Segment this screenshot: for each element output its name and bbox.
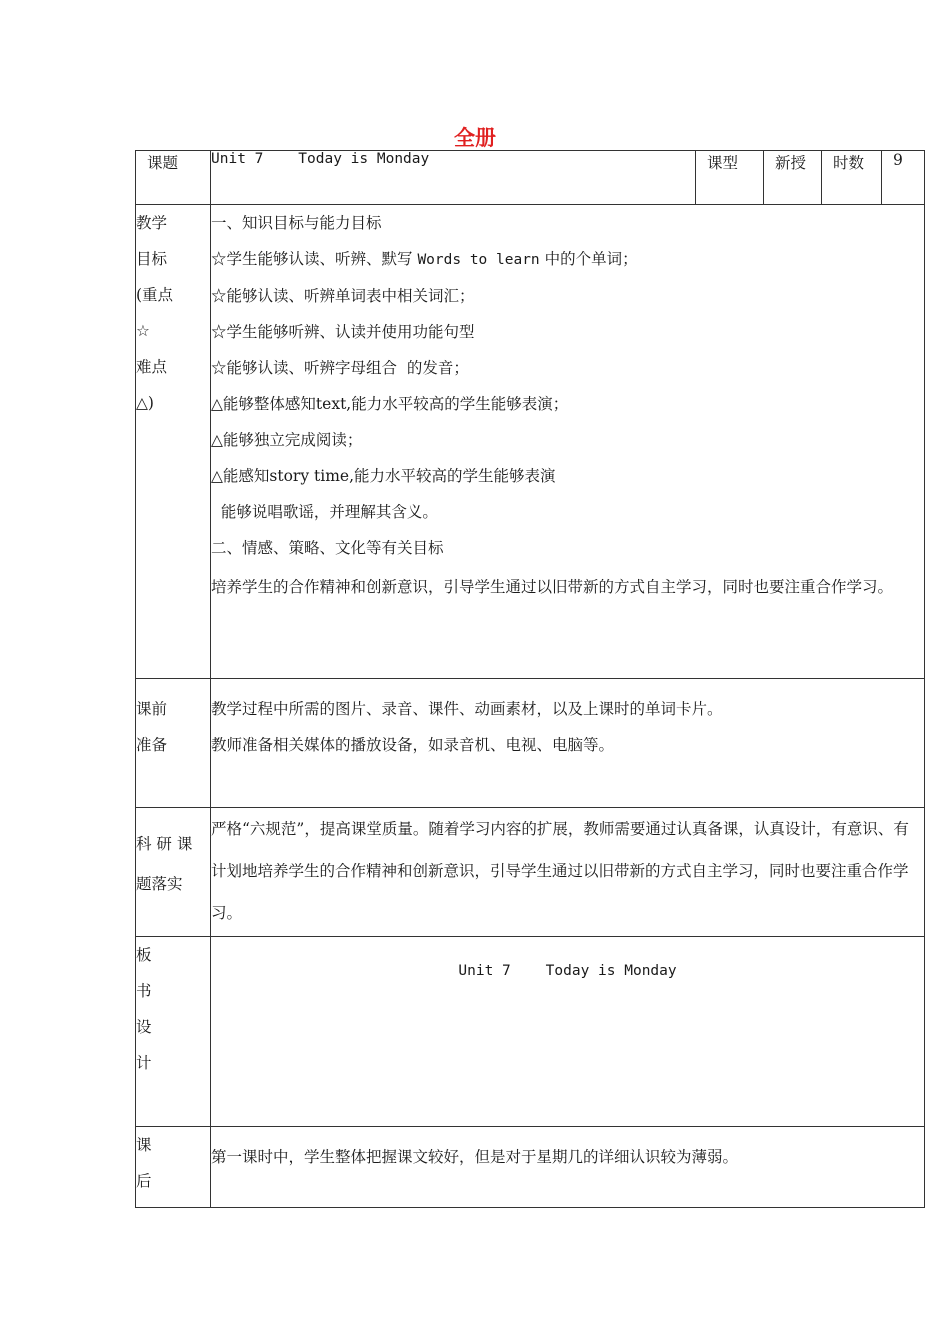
after-label: 课 后 [136,1127,211,1208]
goals-row [136,205,925,679]
goal-line: ☆学生能够听辨、认读并使用功能句型 [211,323,475,341]
board-content [211,937,925,1127]
after-text: 第一课时中，学生整体把握课文较好，但是对于星期几的详细认识较为薄弱。 [211,1148,739,1166]
prep-line: 教学过程中所需的图片、录音、课件、动画素材，以及上课时的单词卡片。 [211,700,723,718]
board-label: 板 书 设 计 [136,937,211,1127]
prep-row [136,679,925,808]
research-label: 科 研 课 题落实 [136,808,211,937]
prep-content [211,679,925,808]
goal-line: 能够说唱歌谣，并理解其含义。 [211,503,438,521]
research-row [136,808,925,937]
goal-line: ☆能够认读、听辨单词表中相关词汇； [211,287,475,305]
goal-paragraph: 培养学生的合作精神和创新意识，引导学生通过以旧带新的方式自主学习，同时也要注重合作学习。 [211,578,894,596]
prep-label: 课前 准备 [136,679,211,808]
board-title: Unit 7 Today is Monday [458,963,677,979]
research-content [211,808,925,937]
after-content [211,1127,925,1208]
goals-content [211,205,925,679]
type-value: 新授 [764,151,822,205]
hours-label: 时数 [822,151,882,205]
goal-line: ☆能够认读、听辨字母组合 的发音； [211,359,469,377]
type-label: 课型 [696,151,764,205]
goal-line: 一、知识目标与能力目标 [211,214,382,232]
document-title: 全册 [454,126,496,150]
header-row [136,151,925,205]
goal-line: △能够独立完成阅读； [211,431,363,449]
board-row [136,937,925,1127]
topic-label: 课题 [136,151,211,205]
hours-value: 9 [882,151,925,205]
goal-line: 二、情感、策略、文化等有关目标 [211,539,444,557]
research-paragraph: 严格“六规范”，提高课堂质量。随着学习内容的扩展，教师需要通过认真备课，认真设计，有意识、有计划地培养学生的合作精神和创新意识，引导学生通过以旧带新的方式自主学习，同时也要注重合作学习。 [211,820,909,922]
goal-line: △能够整体感知text,能力水平较高的学生能够表演； [211,395,569,413]
goals-label: 教学 目标 (重点 ☆ 难点 △) [136,205,211,679]
goal-line: ☆学生能够认读、听辨、默写 Words to learn 中的个单词； [211,250,638,268]
topic-value: Unit 7 Today is Monday [211,151,696,205]
after-row [136,1127,925,1208]
lesson-plan-table [135,150,925,1208]
goal-line: △能感知story time,能力水平较高的学生能够表演 [211,467,556,485]
prep-line: 教师准备相关媒体的播放设备，如录音机、电视、电脑等。 [211,736,615,754]
